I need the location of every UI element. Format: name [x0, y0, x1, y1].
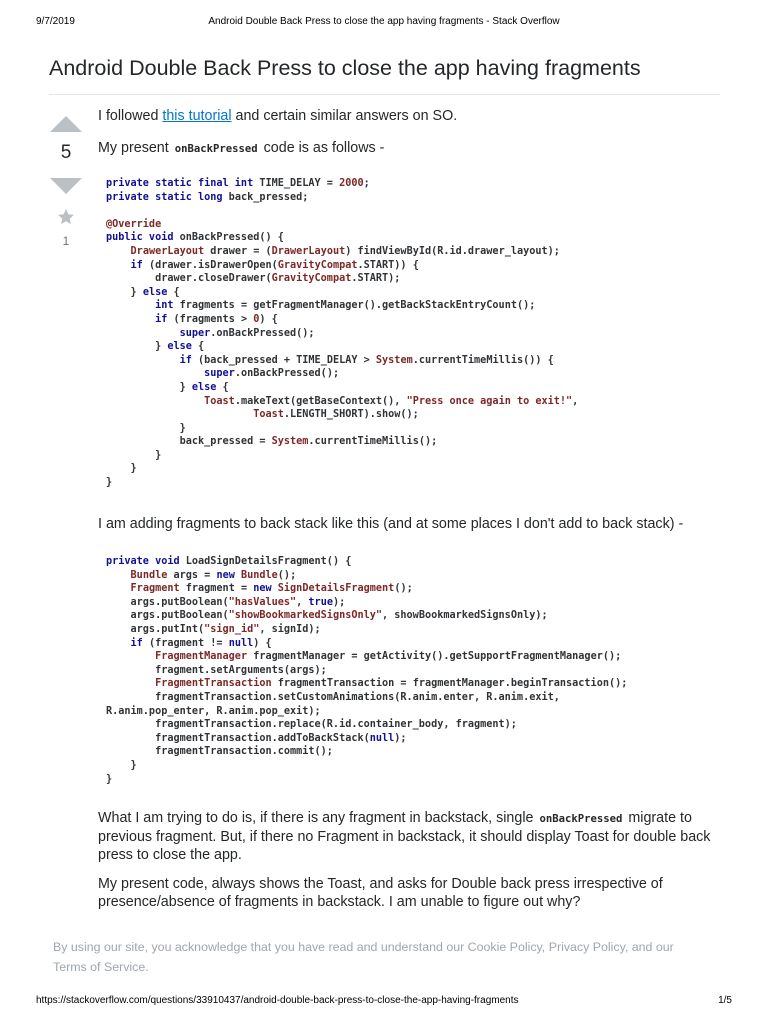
code-block-loadsigndetails: private void LoadSignDetailsFragment() { Bundle args = new Bundle(); Fragment fragment = new SignDetailsFragment(); args.putBoolean("hasValues", true); args.putBoolean("showBookmarkedSignsOnly", showBookmarkedSignsOnly); args.putInt("sign_id", signId); if (fragment != null) { FragmentManager fragmentManager = getActivity().getSupportFragmentManager(); fragment.setArguments(args); FragmentTransaction fragmentTransaction = fragmentManager.beginTransaction(); fragmentTransaction.setCustomAnimations(R.anim.enter, R.anim.exit, R.anim.pop_enter, R.anim.pop_exit); fragmentTransaction.replace(R.id.container_body, fragment); fragmentTransaction.addToBackStack(null); fragmentTransaction.commit(); } }	[106, 555, 720, 786]
inline-code: onBackPressed	[174, 143, 258, 155]
inline-code: onBackPressed	[539, 813, 623, 825]
intro-text-end: and certain similar answers on SO.	[231, 108, 458, 124]
print-date: 9/7/2019	[36, 16, 75, 27]
code-block-onbackpressed: private static final int TIME_DELAY = 2000; private static long back_pressed; @Override public void onBackPressed() { DrawerLayout drawer = (DrawerLayout) findViewById(R.id.drawer_layout); if (drawer.isDrawerOpen(GravityCompat.START)) { drawer.closeDrawer(GravityCompat.START); } else { int fragments = getFragmentManager().getBackStackEntryCount(); if (fragments > 0) { super.onBackPressed(); } else { if (back_pressed + TIME_DELAY > System.currentTimeMillis()) { super.onBackPressed(); } else { Toast.makeText(getBaseContext(), "Press once again to exit!", Toast.LENGTH_SHORT).show(); } back_pressed = System.currentTimeMillis(); } } }	[106, 177, 720, 490]
print-url: https://stackoverflow.com/questions/33910437/android-double-back-press-to-close-the-app-having-fragments	[36, 995, 519, 1006]
print-page-title: Android Double Back Press to close the app having fragments - Stack Overflow	[208, 16, 560, 27]
trying-text: What I am trying to do is, if there is any fragment in backstack, single	[98, 810, 534, 826]
print-footer	[0, 995, 768, 1009]
present-code-paragraph	[98, 139, 384, 158]
trying-text-end: migrate to previous fragment. But, if there no Fragment in backstack, it should display Toast for double back press to close the app.	[98, 810, 711, 863]
last-paragraph: My present code, always shows the Toast, and asks for Double back press irrespective of presence/absence of fragments in backstack. I am unable to figure out why?	[98, 876, 663, 910]
present-text-end: code is as follows -	[263, 140, 385, 156]
star-icon[interactable]	[57, 208, 75, 226]
adding-fragments-paragraph: I am adding fragments to back stack like this (and at some places I don't add to back stack) -	[98, 516, 684, 532]
arrow-down-icon[interactable]	[50, 178, 82, 194]
intro-text: I followed	[98, 108, 163, 124]
cookie-notice: By using our site, you acknowledge that you have read and understand our Cookie Policy, Privacy Policy, and our Terms of Service.	[53, 940, 674, 974]
tutorial-link[interactable]: this tutorial	[162, 108, 232, 124]
arrow-up-icon[interactable]	[50, 116, 82, 132]
page-number: 1/5	[718, 995, 732, 1006]
intro-paragraph	[98, 107, 457, 125]
trying-paragraph	[98, 809, 724, 864]
print-header	[0, 16, 768, 30]
title-divider	[49, 94, 720, 95]
favorite-count: 1	[62, 234, 70, 248]
question-title[interactable]: Android Double Back Press to close the app having fragments	[49, 56, 641, 80]
present-text: My present	[98, 140, 169, 156]
vote-count: 5	[60, 142, 72, 163]
